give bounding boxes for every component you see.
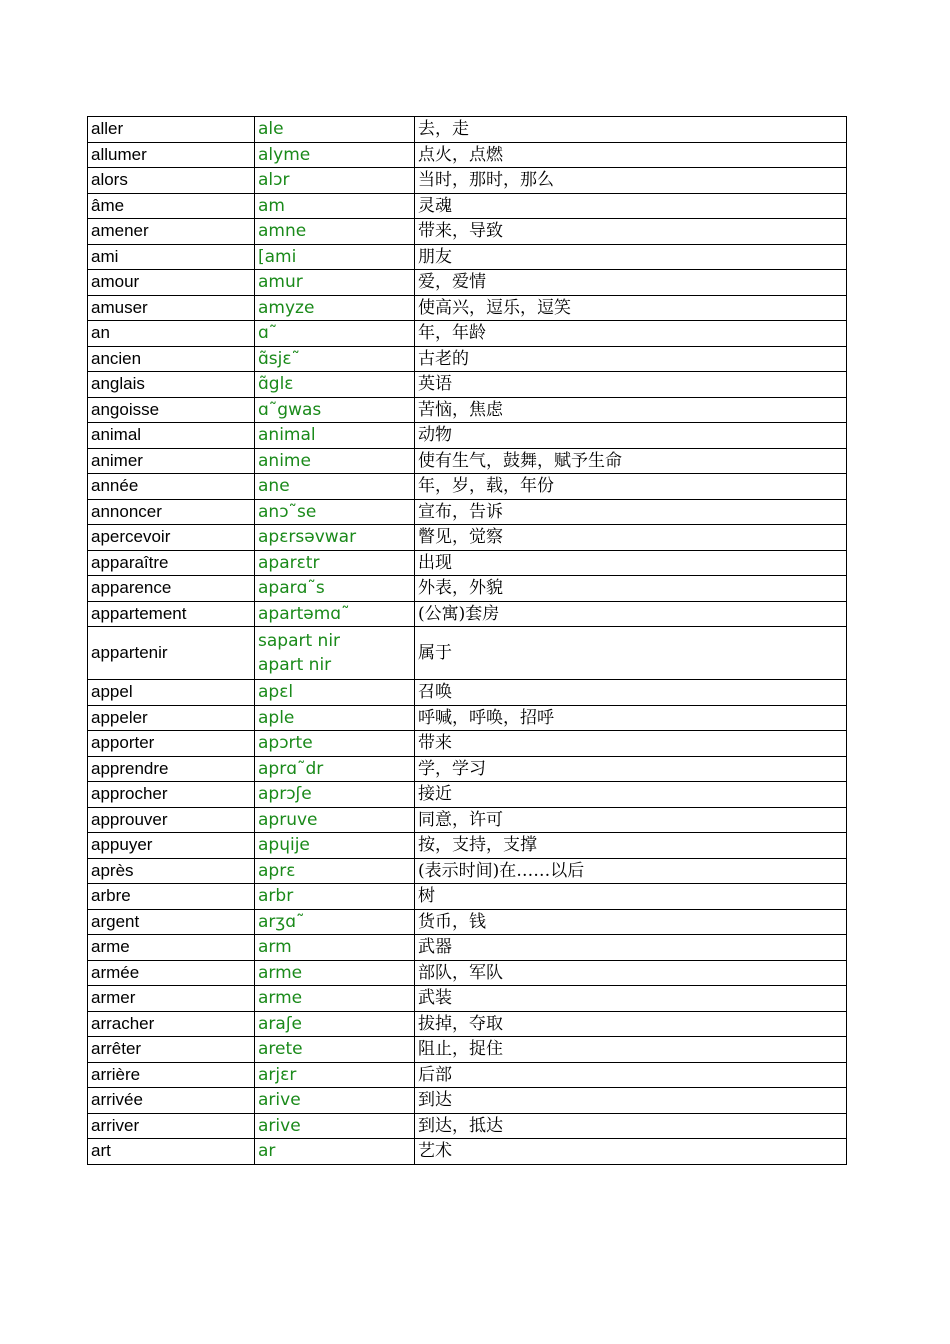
phonetic-line: araʃe <box>258 1013 302 1034</box>
phonetic-line: [ami <box>258 246 297 267</box>
chinese-meaning: 古老的 <box>415 346 847 372</box>
table-row <box>88 756 847 782</box>
phonetic-line: apɥije <box>258 835 310 856</box>
french-word: animer <box>88 448 255 474</box>
phonetic-transcription <box>255 321 415 347</box>
table-row <box>88 935 847 961</box>
chinese-meaning: 外表，外貌 <box>415 576 847 602</box>
chinese-meaning: 动物 <box>415 423 847 449</box>
phonetic-line: arme <box>258 988 303 1009</box>
phonetic-transcription <box>255 117 415 143</box>
french-word: arracher <box>88 1011 255 1037</box>
chinese-meaning: 拔掉，夺取 <box>415 1011 847 1037</box>
phonetic-transcription <box>255 499 415 525</box>
french-word: anglais <box>88 372 255 398</box>
french-word: amener <box>88 219 255 245</box>
table-row <box>88 782 847 808</box>
french-word: apprendre <box>88 756 255 782</box>
french-word: arrêter <box>88 1037 255 1063</box>
phonetic-line: apɛl <box>258 682 294 703</box>
vocabulary-table <box>87 116 847 1165</box>
table-row <box>88 244 847 270</box>
phonetic-transcription <box>255 782 415 808</box>
phonetic-line: amne <box>258 221 307 242</box>
phonetic-line: alyme <box>258 144 311 165</box>
phonetic-line: arʒɑ˜ <box>258 911 305 932</box>
french-word: apercevoir <box>88 525 255 551</box>
french-word: argent <box>88 909 255 935</box>
phonetic-line: aple <box>258 707 295 728</box>
table-row <box>88 1062 847 1088</box>
table-row <box>88 499 847 525</box>
french-word: allumer <box>88 142 255 168</box>
chinese-meaning: 学，学习 <box>415 756 847 782</box>
phonetic-transcription <box>255 1088 415 1114</box>
phonetic-transcription <box>255 935 415 961</box>
phonetic-transcription <box>255 680 415 706</box>
phonetic-line: am <box>258 195 285 216</box>
french-word: arme <box>88 935 255 961</box>
table-row <box>88 627 847 680</box>
chinese-meaning: 到达，抵达 <box>415 1113 847 1139</box>
french-word: arriver <box>88 1113 255 1139</box>
phonetic-line: apartəmɑ˜ <box>258 603 350 624</box>
table-row <box>88 448 847 474</box>
chinese-meaning: 灵魂 <box>415 193 847 219</box>
chinese-meaning: 使高兴，逗乐，逗笑 <box>415 295 847 321</box>
chinese-meaning: 英语 <box>415 372 847 398</box>
phonetic-line: sapart nir <box>258 631 341 651</box>
table-row <box>88 909 847 935</box>
french-word: animal <box>88 423 255 449</box>
french-word: amour <box>88 270 255 296</box>
table-row <box>88 576 847 602</box>
table-row <box>88 525 847 551</box>
table-row <box>88 117 847 143</box>
table-row <box>88 550 847 576</box>
chinese-meaning: 部队，军队 <box>415 960 847 986</box>
phonetic-transcription <box>255 756 415 782</box>
chinese-meaning: 树 <box>415 884 847 910</box>
french-word: approcher <box>88 782 255 808</box>
phonetic-transcription <box>255 295 415 321</box>
phonetic-transcription <box>255 909 415 935</box>
phonetic-transcription <box>255 1113 415 1139</box>
phonetic-transcription <box>255 731 415 757</box>
phonetic-line: arive <box>258 1115 301 1136</box>
french-word: âme <box>88 193 255 219</box>
phonetic-line: arete <box>258 1039 303 1060</box>
chinese-meaning: 货币，钱 <box>415 909 847 935</box>
chinese-meaning: 带来 <box>415 731 847 757</box>
french-word: appeler <box>88 705 255 731</box>
french-word: arrière <box>88 1062 255 1088</box>
phonetic-line: aprɔʃe <box>258 784 312 805</box>
table-row <box>88 168 847 194</box>
chinese-meaning: (表示时间)在……以后 <box>415 858 847 884</box>
table-row <box>88 960 847 986</box>
table-row <box>88 1037 847 1063</box>
french-word: alors <box>88 168 255 194</box>
french-word: appartenir <box>88 627 255 680</box>
phonetic-transcription <box>255 884 415 910</box>
table-row <box>88 884 847 910</box>
french-word: ami <box>88 244 255 270</box>
phonetic-transcription <box>255 219 415 245</box>
french-word: armer <box>88 986 255 1012</box>
chinese-meaning: 年，岁，载，年份 <box>415 474 847 500</box>
phonetic-line: ale <box>258 119 284 140</box>
chinese-meaning: 呼喊，呼唤，招呼 <box>415 705 847 731</box>
french-word: annoncer <box>88 499 255 525</box>
chinese-meaning: 去，走 <box>415 117 847 143</box>
phonetic-transcription <box>255 193 415 219</box>
vocabulary-table-body <box>88 117 847 1165</box>
table-row <box>88 474 847 500</box>
table-row <box>88 423 847 449</box>
table-row <box>88 142 847 168</box>
phonetic-transcription <box>255 833 415 859</box>
phonetic-line: apruve <box>258 809 318 830</box>
phonetic-transcription <box>255 372 415 398</box>
french-word: arbre <box>88 884 255 910</box>
phonetic-line: ɑ̃glɛ <box>258 374 294 395</box>
phonetic-line: anime <box>258 450 311 471</box>
table-row <box>88 1113 847 1139</box>
phonetic-transcription <box>255 627 415 680</box>
french-word: ancien <box>88 346 255 372</box>
french-word: art <box>88 1139 255 1165</box>
french-word: appel <box>88 680 255 706</box>
french-word: apporter <box>88 731 255 757</box>
chinese-meaning: 艺术 <box>415 1139 847 1165</box>
chinese-meaning: (公寓)套房 <box>415 601 847 627</box>
table-row <box>88 397 847 423</box>
french-word: apparence <box>88 576 255 602</box>
table-row <box>88 833 847 859</box>
french-word: armée <box>88 960 255 986</box>
phonetic-transcription <box>255 346 415 372</box>
french-word: appuyer <box>88 833 255 859</box>
french-word: amuser <box>88 295 255 321</box>
phonetic-line: animal <box>258 425 316 446</box>
chinese-meaning: 接近 <box>415 782 847 808</box>
table-row <box>88 219 847 245</box>
phonetic-line: ɑ˜ <box>258 323 278 344</box>
phonetic-transcription <box>255 244 415 270</box>
phonetic-line: aprɛ <box>258 860 296 881</box>
chinese-meaning: 爱，爱情 <box>415 270 847 296</box>
french-word: année <box>88 474 255 500</box>
phonetic-line: ɑ̃sjɛ˜ <box>258 348 301 369</box>
table-row <box>88 1139 847 1165</box>
phonetic-transcription <box>255 960 415 986</box>
table-row <box>88 346 847 372</box>
phonetic-line: arbr <box>258 886 294 907</box>
chinese-meaning: 年，年龄 <box>415 321 847 347</box>
chinese-meaning: 苦恼，焦虑 <box>415 397 847 423</box>
phonetic-transcription <box>255 550 415 576</box>
phonetic-transcription <box>255 1062 415 1088</box>
chinese-meaning: 武器 <box>415 935 847 961</box>
table-row <box>88 295 847 321</box>
table-row <box>88 1088 847 1114</box>
phonetic-line: arjɛr <box>258 1064 297 1085</box>
phonetic-transcription <box>255 576 415 602</box>
phonetic-transcription <box>255 1037 415 1063</box>
phonetic-line: arm <box>258 937 292 958</box>
phonetic-transcription <box>255 397 415 423</box>
phonetic-line: ɑ˜gwas <box>258 399 322 420</box>
phonetic-transcription <box>255 601 415 627</box>
phonetic-line: ar <box>258 1141 276 1162</box>
chinese-meaning: 按，支持，支撑 <box>415 833 847 859</box>
french-word: angoisse <box>88 397 255 423</box>
chinese-meaning: 召唤 <box>415 680 847 706</box>
french-word: aller <box>88 117 255 143</box>
phonetic-line: alɔr <box>258 170 290 191</box>
french-word: an <box>88 321 255 347</box>
french-word: approuver <box>88 807 255 833</box>
phonetic-line: ane <box>258 476 290 497</box>
phonetic-transcription <box>255 525 415 551</box>
table-row <box>88 858 847 884</box>
table-row <box>88 705 847 731</box>
chinese-meaning: 点火，点燃 <box>415 142 847 168</box>
phonetic-transcription <box>255 858 415 884</box>
chinese-meaning: 后部 <box>415 1062 847 1088</box>
phonetic-line: arive <box>258 1090 301 1111</box>
chinese-meaning: 到达 <box>415 1088 847 1114</box>
table-row <box>88 193 847 219</box>
chinese-meaning: 带来，导致 <box>415 219 847 245</box>
chinese-meaning: 朋友 <box>415 244 847 270</box>
phonetic-transcription <box>255 448 415 474</box>
phonetic-line: apɛrsəvwar <box>258 527 357 548</box>
chinese-meaning: 阻止，捉住 <box>415 1037 847 1063</box>
phonetic-transcription <box>255 423 415 449</box>
table-row <box>88 1011 847 1037</box>
phonetic-transcription <box>255 1139 415 1165</box>
phonetic-line: amyze <box>258 297 315 318</box>
phonetic-transcription <box>255 168 415 194</box>
phonetic-transcription <box>255 986 415 1012</box>
phonetic-line: aparɛtr <box>258 552 320 573</box>
table-row <box>88 680 847 706</box>
table-row <box>88 270 847 296</box>
phonetic-line: aparɑ˜s <box>258 578 325 599</box>
table-row <box>88 807 847 833</box>
french-word: après <box>88 858 255 884</box>
phonetic-transcription <box>255 705 415 731</box>
phonetic-transcription <box>255 142 415 168</box>
chinese-meaning: 宣布，告诉 <box>415 499 847 525</box>
phonetic-line: apɔrte <box>258 733 313 754</box>
phonetic-line: amur <box>258 272 303 293</box>
phonetic-line: apart nir <box>258 655 332 675</box>
chinese-meaning: 当时，那时，那么 <box>415 168 847 194</box>
phonetic-transcription <box>255 1011 415 1037</box>
phonetic-transcription <box>255 270 415 296</box>
chinese-meaning: 属于 <box>415 627 847 680</box>
phonetic-line: arme <box>258 962 303 983</box>
table-row <box>88 731 847 757</box>
chinese-meaning: 同意，许可 <box>415 807 847 833</box>
chinese-meaning: 瞥见，觉察 <box>415 525 847 551</box>
phonetic-transcription <box>255 474 415 500</box>
table-row <box>88 321 847 347</box>
phonetic-line: aprɑ˜dr <box>258 758 324 779</box>
table-row <box>88 986 847 1012</box>
chinese-meaning: 出现 <box>415 550 847 576</box>
french-word: arrivée <box>88 1088 255 1114</box>
french-word: apparaître <box>88 550 255 576</box>
table-row <box>88 372 847 398</box>
french-word: appartement <box>88 601 255 627</box>
chinese-meaning: 使有生气，鼓舞，赋予生命 <box>415 448 847 474</box>
phonetic-line: anɔ˜se <box>258 501 317 522</box>
table-row <box>88 601 847 627</box>
phonetic-transcription <box>255 807 415 833</box>
chinese-meaning: 武装 <box>415 986 847 1012</box>
